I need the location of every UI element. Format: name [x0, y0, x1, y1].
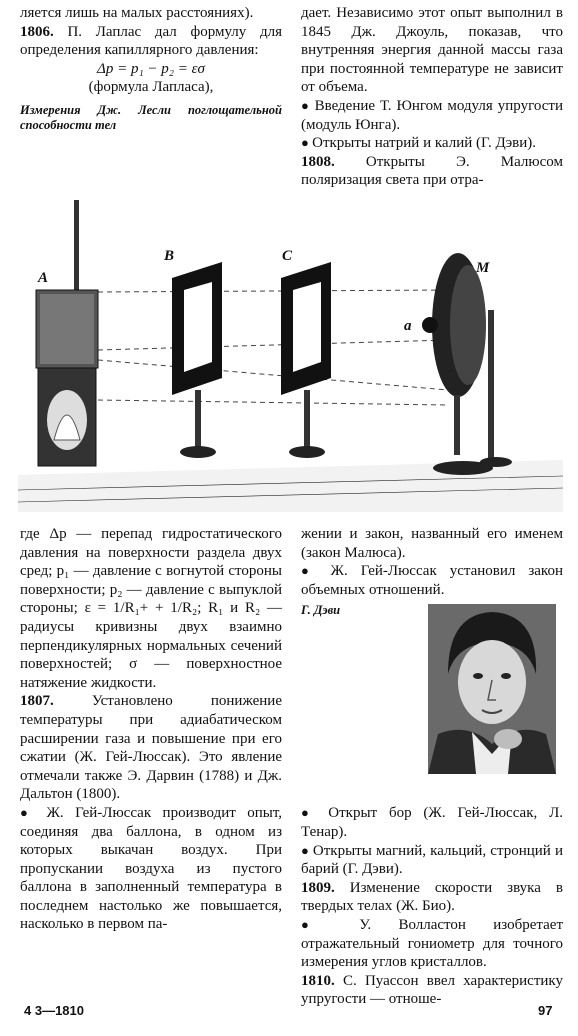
- heat-source-cube: [36, 200, 98, 466]
- entry-1808: [301, 153, 563, 190]
- bullet-item: ● Открыт бор (Ж. Гей-Люссак, Л. Тенар).: [301, 804, 563, 841]
- entry-text: Установлено понижение температуры при адиабатическом расширении газа и повышение при его сжатии (Ж. Гей-Люссак). Это явление отмечали также Э. Дарвин (1788) и Дж. Дальтон (1800).: [20, 693, 282, 803]
- figure-caption: Измерения Дж. Лесли поглощательной способности тел: [20, 102, 282, 132]
- entry-1810: [301, 972, 563, 1009]
- laplace-formula: Δp = p₁ − p₂ = εσ: [97, 60, 205, 77]
- paragraph: дает. Независимо этот опыт выполнил в 1845 Дж. Джоуль, показав, что внутренняя энергия данной массы газа при постоянной температуре не зависит от объема.: [301, 5, 563, 96]
- label-m: M: [476, 260, 490, 276]
- entry-1807: [20, 692, 282, 804]
- portrait-caption: Г. Дэви: [301, 603, 341, 618]
- bullet-item: ● Ж. Гей-Люссак установил закон объемных отношений.: [301, 562, 563, 599]
- signature-mark: 4 3—1810: [24, 1003, 84, 1018]
- bullet-item: ● Ж. Гей-Люссак производит опыт, соединяя два баллона, в одном из которых выкачан воздух. При пропускании воздуха из пустого баллона в заполненный температура в последнем настолько же повышается, насколько в первом па-: [20, 804, 282, 934]
- davy-portrait: [428, 604, 556, 774]
- page-number: 97: [538, 1003, 553, 1018]
- year-label: 1808.: [301, 153, 335, 170]
- entry-1809: [301, 879, 563, 916]
- bullet-item: ● Введение Т. Юнгом модуля упругости (модуль Юнга).: [301, 97, 563, 134]
- parabolic-mirror: [422, 253, 512, 475]
- screen-b: [172, 262, 222, 458]
- label-a-lower: a: [404, 318, 412, 334]
- label-c: C: [282, 248, 293, 264]
- label-a: A: [38, 270, 49, 286]
- screen-c: [281, 262, 331, 458]
- bullet-item: ● Открыты натрий и калий (Г. Дэви).: [301, 134, 563, 153]
- paragraph: жении и закон, названный его именем (закон Малюса).: [301, 526, 563, 561]
- column-top-right: [301, 4, 563, 190]
- bullet-item: ● Открыты магний, кальций, стронций и барий (Г. Дэви).: [301, 842, 563, 879]
- formula-name: (формула Лапласа),: [88, 79, 214, 96]
- year-label: 1809.: [301, 879, 335, 896]
- paragraph: где Δp — перепад гидростатического давления на поверхности раздела двух сред; p₁ — давление с вогнутой стороны поверхности; p₂ — давление с выпуклой стороны; ε = 1/R₁+ + 1/R₂; R₁ и R₂ — радиусы кривизны двух взаимно перпендикулярных нормальных сечений поверхностей; σ — поверхностное натяжение жидкости.: [20, 526, 282, 691]
- year-label: 1810.: [301, 972, 335, 989]
- entry-text: Изменение скорости звука в твердых телах (Ж. Био).: [301, 879, 563, 915]
- paragraph: ляется лишь на малых расстояниях).: [20, 5, 254, 21]
- column-top-left: [20, 4, 282, 133]
- entry-1806: [20, 23, 282, 60]
- entry-text: С. Пуассон ввел характеристику упругости — отноше-: [301, 972, 563, 1008]
- entry-text: П. Лаплас дал формулу для определения капиллярного давления:: [20, 23, 282, 59]
- column-bottom-left: [20, 525, 282, 934]
- leslie-apparatus-illustration: [18, 190, 563, 512]
- entry-text: Открыты Э. Малюсом поляризация света при отра-: [301, 153, 563, 189]
- year-label: 1806.: [20, 23, 54, 40]
- label-b: B: [164, 248, 175, 264]
- bullet-item: ● У. Волластон изобретает отражательный гониометр для точного измерения углов кристаллов.: [301, 916, 563, 972]
- year-label: 1807.: [20, 693, 54, 710]
